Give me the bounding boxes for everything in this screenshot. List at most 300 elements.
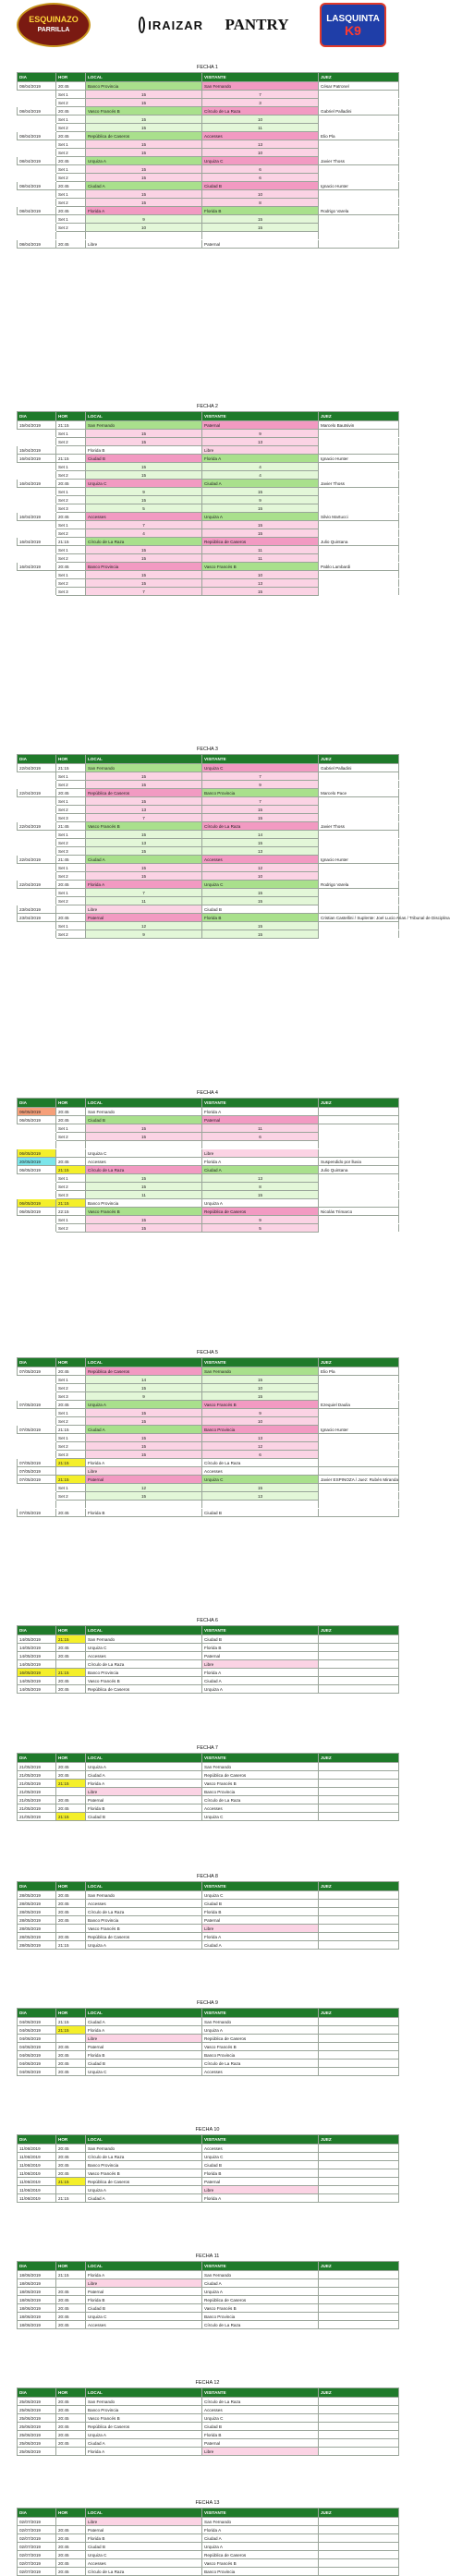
set-score-local: 7 — [86, 588, 202, 596]
fecha-block — [17, 1873, 398, 1950]
visiting-team: Vasco Francés B — [202, 2559, 319, 2568]
set-score-local: 4 — [86, 529, 202, 538]
match-row — [18, 82, 399, 91]
spacer-cell — [56, 232, 86, 240]
set-score-local: 7 — [86, 814, 202, 822]
set-label: Set 3 — [56, 814, 86, 822]
match-time: 20:45 — [56, 2551, 86, 2559]
lasquinta-logo — [320, 3, 386, 47]
set-label: Set 2 — [56, 1224, 86, 1233]
table-header-row — [18, 412, 399, 421]
match-time: 20:45 — [56, 2406, 86, 2414]
set-juez-spacer — [319, 806, 399, 814]
visiting-team: Banco Provincia — [202, 1426, 319, 1434]
match-row — [18, 881, 399, 889]
match-time: 20:45 — [56, 1158, 86, 1166]
match-row — [18, 1644, 399, 1652]
set-score-local: 13 — [86, 839, 202, 847]
match-date: 25/06/2019 — [18, 2398, 56, 2406]
match-row — [18, 240, 399, 249]
match-time: 20:45 — [56, 480, 86, 488]
match-time: 21:15 — [56, 1780, 86, 1788]
set-spacer — [18, 1434, 56, 1442]
set-score-local: 11 — [86, 897, 202, 905]
fecha-block — [17, 746, 450, 939]
match-row — [18, 1900, 399, 1908]
set-spacer — [18, 814, 56, 822]
spacer-cell — [202, 232, 319, 240]
set-juez-spacer — [319, 1124, 399, 1133]
set-spacer — [18, 588, 56, 596]
set-label: Set 1 — [56, 91, 86, 99]
set-label: Set 1 — [56, 1484, 86, 1492]
referee — [319, 240, 399, 249]
set-label: Set 2 — [56, 579, 86, 588]
match-row — [18, 2321, 399, 2329]
match-row — [18, 1916, 399, 1925]
match-date: 23/04/2019 — [18, 914, 56, 922]
local-team: San Fernando — [86, 1891, 202, 1900]
match-date: 04/06/2019 — [18, 2060, 56, 2068]
column-header-visitante: VISITANTE — [202, 2262, 319, 2271]
match-row — [18, 1467, 399, 1476]
local-team: Accesses — [86, 1652, 202, 1660]
set-row — [18, 124, 399, 132]
fecha-title: FECHA 11 — [195, 2254, 220, 2259]
spacer-row — [18, 1501, 399, 1509]
spacer-cell — [86, 1141, 202, 1149]
set-row — [18, 554, 399, 563]
set-score-local: 13 — [86, 806, 202, 814]
visiting-team: Florida B — [202, 2431, 319, 2439]
fixture-table — [17, 2134, 399, 2203]
set-score-local: 15 — [86, 91, 202, 99]
match-row — [18, 2060, 399, 2068]
set-juez-spacer — [319, 1183, 399, 1191]
set-spacer — [18, 521, 56, 529]
match-date: 04/06/2019 — [18, 2068, 56, 2076]
visiting-team: Accesses — [202, 2406, 319, 2414]
set-spacer — [18, 806, 56, 814]
referee: Ignacio Hunter — [319, 455, 399, 463]
local-team: Libre — [86, 2279, 202, 2288]
set-row — [18, 199, 399, 207]
set-row — [18, 1133, 399, 1141]
set-label: Set 1 — [56, 1216, 86, 1224]
match-row — [18, 1459, 399, 1467]
column-header-hor: HOR — [56, 2262, 86, 2271]
visiting-team: Ciudad B — [202, 905, 319, 914]
referee — [319, 1108, 399, 1116]
column-header-dia: DIA — [18, 1882, 56, 1891]
visiting-team: San Fernando — [202, 1367, 319, 1376]
set-score-local: 14 — [86, 1376, 202, 1384]
local-team: Círculo de La Raza — [86, 538, 202, 546]
local-team: Ciudad B — [86, 2304, 202, 2313]
set-score-local: 15 — [86, 1434, 202, 1442]
set-spacer — [18, 149, 56, 157]
match-date: 22/04/2019 — [18, 764, 56, 772]
column-header-hor: HOR — [56, 2509, 86, 2518]
match-row — [18, 2304, 399, 2313]
visiting-team: Ciudad A — [202, 1941, 319, 1950]
match-date: 11/06/2019 — [18, 2186, 56, 2194]
column-header-juez: JUEZ — [319, 2262, 399, 2271]
set-score-visit: 10 — [202, 149, 319, 157]
match-row — [18, 2288, 399, 2296]
set-spacer — [18, 1451, 56, 1459]
referee: Julio Quintana — [319, 1166, 399, 1174]
local-team: Florida A — [86, 1780, 202, 1788]
match-time: 20:45 — [56, 1900, 86, 1908]
local-team: Vasco Francés B — [86, 2169, 202, 2178]
set-score-local: 15 — [86, 772, 202, 781]
match-row — [18, 1635, 399, 1644]
local-team: Vasco Francés B — [86, 107, 202, 115]
set-spacer — [18, 430, 56, 438]
column-header-dia: DIA — [18, 1754, 56, 1763]
set-spacer — [18, 496, 56, 504]
set-score-visit: 10 — [202, 1384, 319, 1392]
set-spacer — [18, 1216, 56, 1224]
local-team: Ciudad B — [86, 1116, 202, 1124]
visiting-team: Círculo de La Raza — [202, 1796, 319, 1804]
fecha-block — [17, 403, 398, 596]
set-juez-spacer — [319, 521, 399, 529]
set-score-local: 15 — [86, 496, 202, 504]
set-row — [18, 224, 399, 232]
fecha-block — [17, 1744, 398, 1821]
set-score-local: 15 — [86, 115, 202, 124]
table-header-row — [18, 1754, 399, 1763]
set-spacer — [18, 199, 56, 207]
set-score-visit: 15 — [202, 814, 319, 822]
referee — [319, 1941, 399, 1950]
referee: Javier Thoss — [319, 480, 399, 488]
set-score-local: 15 — [86, 1216, 202, 1224]
match-row — [18, 1941, 399, 1950]
local-team: Florida A — [86, 1459, 202, 1467]
referee: Javier Thoss — [319, 157, 399, 165]
match-date: 16/04/2019 — [18, 563, 56, 571]
match-time — [56, 1467, 86, 1476]
table-header-row — [18, 1882, 399, 1891]
fecha-title: FECHA 6 — [197, 1618, 218, 1623]
fecha-title: FECHA 4 — [197, 1090, 218, 1096]
set-score-visit: 12 — [202, 864, 319, 872]
set-score-visit: 13 — [202, 1434, 319, 1442]
set-score-local: 7 — [86, 889, 202, 897]
match-row — [18, 2178, 399, 2186]
fecha-title: FECHA 12 — [195, 2380, 220, 2386]
match-date: 21/05/2019 — [18, 1780, 56, 1788]
match-time: 20:45 — [56, 132, 86, 140]
local-team: Ciudad A — [86, 2439, 202, 2448]
referee: Silvio Martucci — [319, 513, 399, 521]
fecha-title: FECHA 13 — [195, 2500, 220, 2506]
match-row — [18, 1158, 399, 1166]
match-time: 20:45 — [56, 2414, 86, 2423]
fixture-table — [17, 2008, 399, 2076]
set-juez-spacer — [319, 463, 399, 471]
match-time: 21:15 — [56, 1635, 86, 1644]
match-date: 21/05/2019 — [18, 1813, 56, 1821]
match-row — [18, 822, 399, 831]
referee — [319, 2534, 399, 2543]
column-header-dia: DIA — [18, 2009, 56, 2018]
set-score-local: 15 — [86, 1124, 202, 1133]
match-date: 21/05/2019 — [18, 1763, 56, 1771]
visiting-team: Accesses — [202, 2145, 319, 2153]
column-header-local: LOCAL — [86, 73, 202, 82]
set-spacer — [18, 1183, 56, 1191]
set-score-local: 9 — [86, 215, 202, 224]
match-date: 18/06/2019 — [18, 2288, 56, 2296]
match-date: 07/05/2019 — [18, 1459, 56, 1467]
match-time: 20:45 — [56, 1804, 86, 1813]
match-row — [18, 789, 399, 797]
visiting-team: Urquiza C — [202, 881, 319, 889]
local-team: República de Caseros — [86, 1367, 202, 1376]
referee: Gabriel Palladini — [319, 764, 399, 772]
table-header-row — [18, 755, 399, 764]
set-spacer — [18, 504, 56, 513]
visiting-team: San Fernando — [202, 82, 319, 91]
set-juez-spacer — [319, 430, 399, 438]
match-row — [18, 1891, 399, 1900]
set-spacer — [18, 215, 56, 224]
referee: Julio Quintana — [319, 538, 399, 546]
set-spacer — [18, 99, 56, 107]
local-team: Banco Provincia — [86, 1916, 202, 1925]
local-team: Urquiza C — [86, 2068, 202, 2076]
local-team: Urquiza A — [86, 1401, 202, 1409]
set-score-visit: 15 — [202, 1376, 319, 1384]
local-team: Vasco Francés B — [86, 822, 202, 831]
set-score-local: 11 — [86, 1191, 202, 1199]
set-row — [18, 588, 399, 596]
referee: Rodrigo Varela — [319, 881, 399, 889]
referee: Elio Pla — [319, 132, 399, 140]
visiting-team: Urquiza C — [202, 2414, 319, 2423]
referee — [319, 1509, 399, 1517]
set-row — [18, 772, 399, 781]
set-row — [18, 889, 399, 897]
pantry-logo — [222, 3, 292, 47]
local-team: San Fernando — [86, 2398, 202, 2406]
set-juez-spacer — [319, 579, 399, 588]
local-team: Urquiza C — [86, 2313, 202, 2321]
match-row — [18, 1780, 399, 1788]
match-date: 14/05/2019 — [18, 1660, 56, 1669]
local-team: Banco Provincia — [86, 2406, 202, 2414]
local-team: Accesses — [86, 2559, 202, 2568]
match-time: 21:15 — [56, 1669, 86, 1677]
match-time: 20:45 — [56, 2296, 86, 2304]
local-team: Banco Provincia — [86, 82, 202, 91]
local-team: Banco Provincia — [86, 1669, 202, 1677]
set-score-visit: 15 — [202, 488, 319, 496]
match-time: 21:15 — [56, 1199, 86, 1208]
set-juez-spacer — [319, 847, 399, 856]
set-score-local: 15 — [86, 471, 202, 480]
match-row — [18, 1804, 399, 1813]
set-juez-spacer — [319, 190, 399, 199]
referee — [319, 2551, 399, 2559]
column-header-visitante: VISITANTE — [202, 2509, 319, 2518]
spacer-cell — [202, 1141, 319, 1149]
match-date: 28/05/2019 — [18, 1908, 56, 1916]
local-team: Libre — [86, 905, 202, 914]
set-score-local: 15 — [86, 1417, 202, 1426]
local-team: San Fernando — [86, 764, 202, 772]
set-label: Set 2 — [56, 471, 86, 480]
set-label: Set 1 — [56, 463, 86, 471]
spacer-cell — [319, 232, 399, 240]
referee: Marcelo Pace — [319, 789, 399, 797]
fixture-table — [17, 2388, 399, 2456]
column-header-dia: DIA — [18, 755, 56, 764]
column-header-juez: JUEZ — [319, 2009, 399, 2018]
match-time: 21:15 — [56, 2271, 86, 2279]
match-date: 04/06/2019 — [18, 2051, 56, 2060]
local-team: Paternal — [86, 1796, 202, 1804]
visiting-team: Florida B — [202, 207, 319, 215]
set-score-visit: 11 — [202, 554, 319, 563]
match-time — [56, 905, 86, 914]
referee — [319, 1685, 399, 1694]
referee — [319, 2035, 399, 2043]
fecha-title: FECHA 8 — [197, 1874, 218, 1879]
local-team: Florida B — [86, 2534, 202, 2543]
visiting-team: Accesses — [202, 856, 319, 864]
set-juez-spacer — [319, 99, 399, 107]
match-row — [18, 2414, 399, 2423]
set-row — [18, 215, 399, 224]
column-header-hor: HOR — [56, 755, 86, 764]
match-row — [18, 2161, 399, 2169]
set-spacer — [18, 165, 56, 174]
match-time: 20:45 — [56, 1891, 86, 1900]
set-row — [18, 1434, 399, 1442]
match-date: 25/06/2019 — [18, 2406, 56, 2414]
column-header-visitante: VISITANTE — [202, 73, 319, 82]
match-row — [18, 1426, 399, 1434]
local-team: Florida A — [86, 2026, 202, 2035]
referee: Rodrigo Varela — [319, 207, 399, 215]
set-label: Set 3 — [56, 504, 86, 513]
table-header-row — [18, 1099, 399, 1108]
match-date: 28/05/2019 — [18, 1916, 56, 1925]
set-score-visit: 15 — [202, 1392, 319, 1401]
match-row — [18, 446, 399, 455]
set-row — [18, 1384, 399, 1392]
set-score-visit: 13 — [202, 847, 319, 856]
set-row — [18, 1376, 399, 1384]
set-score-visit: 15 — [202, 806, 319, 814]
referee: Ignacio Hunter — [319, 856, 399, 864]
visiting-team: Ciudad B — [202, 1635, 319, 1644]
visiting-team: Libre — [202, 2186, 319, 2194]
set-row — [18, 571, 399, 579]
match-date: 07/05/2019 — [18, 1426, 56, 1434]
visiting-team: Ciudad B — [202, 2423, 319, 2431]
referee — [319, 2406, 399, 2414]
match-time: 21:15 — [56, 1813, 86, 1821]
column-header-dia: DIA — [18, 1099, 56, 1108]
column-header-visitante: VISITANTE — [202, 2388, 319, 2398]
match-row — [18, 207, 399, 215]
set-score-local: 15 — [86, 99, 202, 107]
spacer-cell — [319, 1501, 399, 1509]
fixture-table — [17, 72, 399, 249]
match-date: 02/07/2019 — [18, 2526, 56, 2534]
set-score-visit: 6 — [202, 1451, 319, 1459]
match-time: 20:45 — [56, 2145, 86, 2153]
set-spacer — [18, 1417, 56, 1426]
match-date: 02/07/2019 — [18, 2543, 56, 2551]
referee — [319, 2153, 399, 2161]
fecha-title: FECHA 1 — [197, 65, 218, 70]
match-time: 20:45 — [56, 2559, 86, 2568]
column-header-juez: JUEZ — [319, 1754, 399, 1763]
match-date: 18/06/2019 — [18, 2313, 56, 2321]
set-score-visit: 15 — [202, 1191, 319, 1199]
match-row — [18, 905, 399, 914]
column-header-visitante: VISITANTE — [202, 1099, 319, 1108]
local-team: Florida B — [86, 1509, 202, 1517]
set-spacer — [18, 930, 56, 939]
visiting-team: Círculo de La Raza — [202, 822, 319, 831]
referee — [319, 2568, 399, 2576]
set-score-visit: 8 — [202, 1183, 319, 1191]
set-score-visit: 9 — [202, 781, 319, 789]
set-score-visit: 15 — [202, 839, 319, 847]
visiting-team: Urquiza A — [202, 1685, 319, 1694]
set-row — [18, 864, 399, 872]
set-score-visit: 7 — [202, 772, 319, 781]
match-time: 20:45 — [56, 2169, 86, 2178]
match-date: 14/05/2019 — [18, 1644, 56, 1652]
match-row — [18, 513, 399, 521]
match-time: 20:45 — [56, 1367, 86, 1376]
set-spacer — [18, 1376, 56, 1384]
referee — [319, 1467, 399, 1476]
set-label: Set 3 — [56, 847, 86, 856]
referee — [319, 1813, 399, 1821]
set-score-visit: 11 — [202, 546, 319, 554]
match-date: 22/04/2019 — [18, 881, 56, 889]
set-score-local: 15 — [86, 864, 202, 872]
match-time: 20:45 — [56, 2568, 86, 2576]
visiting-team: Ciudad B — [202, 2161, 319, 2169]
set-juez-spacer — [319, 546, 399, 554]
visiting-team: Florida A — [202, 1158, 319, 1166]
set-score-local: 15 — [86, 847, 202, 856]
set-label: Set 1 — [56, 521, 86, 529]
match-time: 20:45 — [56, 1685, 86, 1694]
referee — [319, 2288, 399, 2296]
match-date: 28/05/2019 — [18, 1933, 56, 1941]
fixture-table — [17, 1753, 399, 1821]
set-score-local: 15 — [86, 1384, 202, 1392]
visiting-team: San Fernando — [202, 2018, 319, 2026]
visiting-team: Urquiza A — [202, 2288, 319, 2296]
visiting-team: Florida A — [202, 1108, 319, 1116]
match-date: 08/04/2019 — [18, 207, 56, 215]
local-team: Florida B — [86, 1804, 202, 1813]
match-time: 20:45 — [56, 2161, 86, 2169]
